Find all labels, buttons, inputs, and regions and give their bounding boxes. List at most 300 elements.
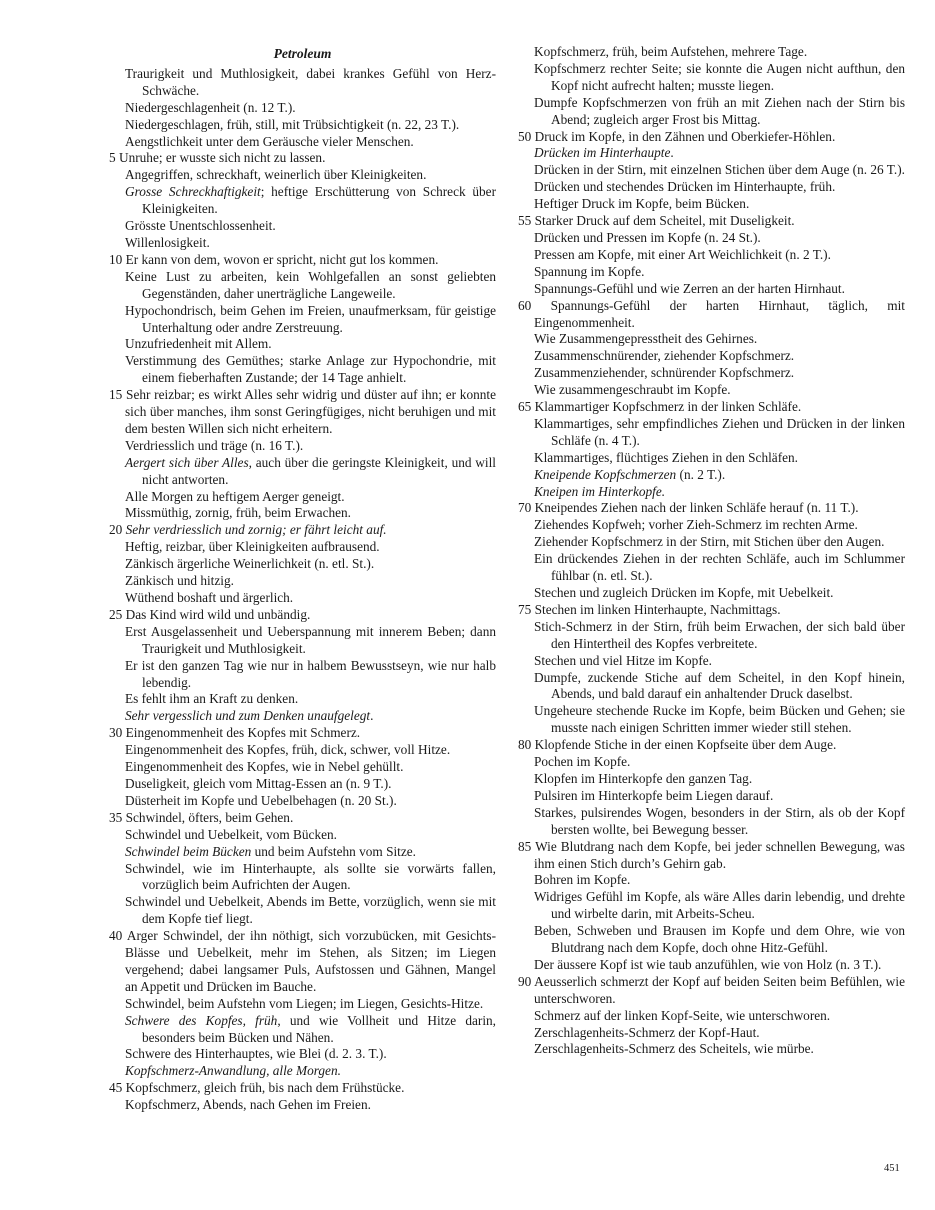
plain-text: Schwindel und Uebelkeit, vom Bücken.	[125, 826, 337, 842]
symptom-text	[518, 247, 905, 264]
plain-text: Schwindel und Uebelkeit, Abends im Bette, vorzüglich, wenn sie mit dem Kopfe tief liegt.	[125, 894, 496, 927]
plain-text: Unzufriedenheit mit Allem.	[125, 336, 272, 352]
italic-text: Schwere des Kopfes, früh	[125, 1012, 278, 1028]
symptom-entry	[518, 281, 905, 298]
symptom-entry	[109, 522, 496, 539]
symptom-text	[109, 505, 496, 522]
plain-text: Klammartiger Kopfschmerz in der linken Schläfe.	[534, 399, 802, 415]
line-number: 90	[518, 973, 535, 989]
symptom-text	[109, 827, 496, 844]
symptom-entry	[518, 500, 905, 517]
symptom-entry	[518, 889, 905, 923]
line-number: 45	[109, 1080, 126, 1096]
plain-text: Zänkisch und hitzig.	[125, 573, 234, 589]
symptom-entry	[518, 264, 905, 281]
symptom-entry	[109, 387, 496, 438]
symptom-entry	[109, 844, 496, 861]
symptom-entry	[518, 517, 905, 534]
symptom-entry	[109, 607, 496, 624]
symptom-text	[518, 839, 905, 873]
symptom-text	[518, 1025, 905, 1042]
symptom-entry	[109, 336, 496, 353]
symptom-entry	[109, 117, 496, 134]
plain-text: Ziehendes Kopfweh; vorher Zieh-Schmerz im rechten Arme.	[534, 517, 858, 533]
plain-text: Düsterheit im Kopfe und Uebelbehagen (n. 20 St.).	[125, 792, 397, 808]
symptom-entry	[518, 653, 905, 670]
symptom-entry	[109, 1097, 496, 1114]
symptom-text	[109, 573, 496, 590]
symptom-text	[109, 624, 496, 658]
symptom-text	[518, 365, 905, 382]
plain-text: Unruhe; er wusste sich nicht zu lassen.	[118, 150, 326, 166]
plain-text: Klammartiges, flüchtiges Ziehen in den Schläfen.	[534, 449, 799, 465]
symptom-entry	[109, 776, 496, 793]
plain-text: .	[370, 708, 374, 724]
symptom-entry	[109, 303, 496, 337]
symptom-entry	[518, 484, 905, 501]
plain-text: Ziehender Kopfschmerz in der Stirn, mit Stichen über den Augen.	[534, 534, 885, 550]
symptom-text	[518, 230, 905, 247]
italic-text: Kneipen im Hinterkopfe.	[534, 483, 666, 499]
symptom-entry	[518, 145, 905, 162]
symptom-entry	[518, 162, 905, 179]
symptom-text	[518, 1041, 905, 1058]
symptom-text	[109, 996, 496, 1013]
symptom-entry	[109, 455, 496, 489]
symptom-entry	[109, 573, 496, 590]
plain-text: Schwere des Hinterhauptes, wie Blei (d. 2. 3. T.).	[125, 1046, 387, 1062]
plain-text: Grösste Unentschlossenheit.	[125, 218, 276, 234]
symptom-entry	[109, 438, 496, 455]
symptom-entry	[109, 269, 496, 303]
plain-text: Spannung im Kopfe.	[534, 263, 645, 279]
plain-text: Niedergeschlagenheit (n. 12 T.).	[125, 99, 296, 115]
symptom-text	[109, 387, 496, 438]
symptom-text	[109, 235, 496, 252]
plain-text: Stechen und viel Hitze im Kopfe.	[534, 652, 712, 668]
plain-text: und beim Aufstehn vom Sitze.	[251, 843, 416, 859]
symptom-entry	[518, 230, 905, 247]
plain-text: Wie Blutdrang nach dem Kopfe, bei jeder schnellen Bewegung, was ihm einen Stich durch’s Gehirn gab.	[534, 838, 905, 871]
symptom-text	[518, 467, 905, 484]
symptom-text	[518, 196, 905, 213]
symptom-text	[109, 218, 496, 235]
symptom-entry	[518, 179, 905, 196]
symptom-entry	[109, 218, 496, 235]
symptom-text	[109, 810, 496, 827]
symptom-entry	[109, 996, 496, 1013]
plain-text: , und wie Vollheit und Hitze darin, besonders beim Bücken und Nähen.	[142, 1012, 496, 1045]
symptom-text	[109, 438, 496, 455]
italic-text: Grosse Schreckhaftigkeit	[125, 184, 261, 200]
symptom-entry	[518, 348, 905, 365]
symptom-entry	[518, 957, 905, 974]
symptom-entry	[518, 95, 905, 129]
symptom-entry	[109, 150, 496, 167]
plain-text: Klammartiges, sehr empfindliches Ziehen und Drücken in der linken Schläfe (n. 4 T.).	[534, 415, 905, 448]
symptom-text	[109, 1080, 496, 1097]
plain-text: Verstimmung des Gemüthes; starke Anlage zur Hypochondrie, mit einem fieberhaften Zustande; der 14 Tage anhielt.	[125, 353, 496, 386]
symptom-entry	[518, 1008, 905, 1025]
plain-text: Ein drückendes Ziehen in der rechten Schläfe, auch im Schlummer fühlbar (n. etl. St.).	[534, 551, 905, 584]
plain-text: Zusammenschnürender, ziehender Kopfschmerz.	[534, 348, 795, 364]
symptom-text	[109, 725, 496, 742]
plain-text: Druck im Kopfe, in den Zähnen und Oberkiefer-Höhlen.	[534, 128, 836, 144]
symptom-entry	[109, 759, 496, 776]
plain-text: Kopfschmerz, früh, beim Aufstehen, mehrere Tage.	[534, 44, 808, 59]
italic-text: Drücken im Hinterhaupte	[534, 145, 671, 161]
line-number: 85	[518, 838, 536, 854]
italic-text: Kopfschmerz-Anwandlung, alle Morgen.	[125, 1063, 341, 1079]
line-number: 80	[518, 737, 535, 753]
symptom-entry	[518, 382, 905, 399]
plain-text: , auch über die geringste Kleinigkeit, und will nicht antworten.	[142, 454, 496, 487]
symptom-entry	[109, 1063, 496, 1080]
symptom-entry	[518, 771, 905, 788]
symptom-text	[109, 844, 496, 861]
symptom-text	[109, 1063, 496, 1080]
symptom-entry	[109, 742, 496, 759]
plain-text: Drücken in der Stirn, mit einzelnen Stichen über dem Auge (n. 26 T.).	[534, 162, 905, 178]
plain-text: Angegriffen, schreckhaft, weinerlich über Kleinigkeiten.	[125, 167, 427, 183]
symptom-entry	[518, 534, 905, 551]
plain-text: Zerschlagenheits-Schmerz des Scheitels, wie mürbe.	[534, 1041, 814, 1057]
symptom-text	[518, 703, 905, 737]
plain-text: (n. 2 T.).	[676, 466, 726, 482]
plain-text: Das Kind wird wild und unbändig.	[125, 606, 311, 622]
plain-text: Dumpfe, zuckende Stiche auf dem Scheitel, in den Kopf hinein, Abends, und bald darauf ein anhaltender Druck daselbst.	[534, 669, 905, 702]
plain-text: Heftiger Druck im Kopfe, beim Bücken.	[534, 196, 750, 212]
symptom-text	[109, 1046, 496, 1063]
plain-text: Erst Ausgelassenheit und Ueberspannung mit innerem Beben; dann Traurigkeit und Muthlosigkeit.	[125, 623, 496, 656]
symptom-text	[518, 602, 905, 619]
symptom-entry	[518, 619, 905, 653]
plain-text: Aeusserlich schmerzt der Kopf auf beiden Seiten beim Befühlen, wie unterschworen.	[534, 973, 905, 1006]
symptom-text	[109, 269, 496, 303]
plain-text: Kopfschmerz rechter Seite; sie konnte die Augen nicht aufthun, den Kopf nicht aufrecht halten; musste liegen.	[534, 60, 905, 93]
symptom-entry	[109, 235, 496, 252]
symptom-text	[518, 179, 905, 196]
plain-text: Traurigkeit und Muthlosigkeit, dabei krankes Gefühl von Herz-Schwäche.	[125, 65, 496, 98]
symptom-entry	[518, 737, 905, 754]
symptom-entry	[518, 839, 905, 873]
symptom-text	[518, 788, 905, 805]
plain-text: Bohren im Kopfe.	[534, 872, 631, 888]
symptom-text	[518, 331, 905, 348]
plain-text: Zerschlagenheits-Schmerz der Kopf-Haut.	[534, 1024, 760, 1040]
plain-text: Es fehlt ihm an Kraft zu denken.	[125, 691, 299, 707]
symptom-text	[518, 737, 905, 754]
plain-text: Widriges Gefühl im Kopfe, als wäre Alles darin lebendig, und drehte und wirbelte darin, mit Arbeits-Scheu.	[534, 889, 905, 922]
symptom-entry	[518, 399, 905, 416]
plain-text: Zusammenziehender, schnürender Kopfschmerz.	[534, 365, 795, 381]
symptom-entry	[109, 184, 496, 218]
plain-text: Wie zusammengeschraubt im Kopfe.	[534, 382, 731, 398]
symptom-text	[109, 353, 496, 387]
plain-text: Schwindel, beim Aufstehn vom Liegen; im Liegen, Gesichts-Hitze.	[125, 995, 484, 1011]
line-number: 55	[518, 213, 535, 229]
symptom-entry	[518, 1025, 905, 1042]
symptom-text	[518, 129, 905, 146]
symptom-text	[518, 450, 905, 467]
symptom-text	[518, 213, 905, 230]
symptom-text	[109, 150, 496, 167]
symptom-entry	[518, 703, 905, 737]
symptom-entry	[109, 894, 496, 928]
symptom-entry	[109, 489, 496, 506]
plain-text: Kopfschmerz, Abends, nach Gehen im Freien.	[125, 1097, 371, 1113]
symptom-text	[109, 556, 496, 573]
symptom-text	[518, 264, 905, 281]
plain-text: Drücken und Pressen im Kopfe (n. 24 St.).	[534, 229, 761, 245]
running-title: Petroleum	[273, 46, 332, 61]
symptom-text	[518, 551, 905, 585]
plain-text: Dumpfe Kopfschmerzen von früh an mit Ziehen nach der Stirn bis Abend; zugleich arger Frost bis Mittag.	[534, 94, 905, 127]
symptom-entry	[518, 670, 905, 704]
symptom-text	[109, 658, 496, 692]
symptom-text	[109, 793, 496, 810]
symptom-text	[109, 759, 496, 776]
plain-text: Sehr reizbar; es wirkt Alles sehr widrig und düster auf ihn; er konnte sich über manches, ihm sonst Geringfügiges, nicht beruhigen und mit dem besten Willen sich nicht erheitern.	[125, 387, 496, 436]
symptom-text	[518, 484, 905, 501]
symptom-text	[109, 167, 496, 184]
symptom-text	[109, 607, 496, 624]
symptom-entry	[518, 872, 905, 889]
symptom-text	[109, 861, 496, 895]
plain-text: Arger Schwindel, der ihn nöthigt, sich vorzubücken, mit Gesichts-Blässe und Uebelkeit, mehr im Stehen, als Sitzen; im Liegen vergehend; dabei langsamer Puls, Aufstossen und Gähnen, Mangel an Appetit und Drücken im Bauche.	[125, 928, 496, 994]
plain-text: Klopfende Stiche in der einen Kopfseite über dem Auge.	[534, 737, 837, 753]
symptom-text	[518, 670, 905, 704]
plain-text: .	[670, 145, 674, 161]
symptom-entry	[518, 602, 905, 619]
symptom-text	[518, 653, 905, 670]
plain-text: Stechen und zugleich Drücken im Kopfe, mit Uebelkeit.	[534, 585, 834, 600]
line-number: 70	[518, 500, 535, 516]
symptom-entry	[109, 556, 496, 573]
symptom-entry	[109, 1080, 496, 1097]
plain-text: Hypochondrisch, beim Gehen im Freien, unaufmerksam, für geistige Unterhaltung oder andre Zerstreuung.	[125, 302, 496, 335]
plain-text: Missmüthig, zornig, früh, beim Erwachen.	[125, 505, 352, 521]
symptom-entry	[109, 353, 496, 387]
plain-text: Willenlosigkeit.	[125, 234, 210, 250]
line-number: 25	[109, 606, 126, 622]
symptom-text	[518, 95, 905, 129]
symptom-entry	[109, 827, 496, 844]
symptom-text	[109, 1097, 496, 1114]
plain-text: Wüthend boshaft und ärgerlich.	[125, 590, 294, 605]
plain-text: Stechen im linken Hinterhaupte, Nachmittags.	[534, 601, 781, 617]
line-number: 15	[109, 387, 127, 403]
plain-text: Pressen am Kopfe, mit einer Art Weichlichkeit (n. 2 T.).	[534, 246, 831, 262]
plain-text: Wie Zusammengepresstheit des Gehirnes.	[534, 331, 758, 347]
line-number: 60	[518, 297, 551, 313]
symptom-entry	[109, 66, 496, 100]
plain-text: Drücken und stechendes Drücken im Hinterhaupte, früh.	[534, 179, 836, 195]
symptom-text	[518, 399, 905, 416]
symptom-entry	[109, 624, 496, 658]
plain-text: Heftig, reizbar, über Kleinigkeiten aufbrausend.	[125, 539, 380, 555]
symptom-entry	[518, 1041, 905, 1058]
symptom-entry	[109, 134, 496, 151]
line-number: 35	[109, 809, 126, 825]
symptom-text	[109, 66, 496, 100]
plain-text: Eingenommenheit des Kopfes, wie in Nebel gehüllt.	[125, 759, 404, 775]
symptom-text	[109, 742, 496, 759]
symptom-entry	[109, 539, 496, 556]
symptom-entry	[518, 44, 905, 61]
plain-text: Verdriesslich und träge (n. 16 T.).	[125, 437, 304, 453]
plain-text: Schmerz auf der linken Kopf-Seite, wie unterschworen.	[534, 1007, 831, 1023]
plain-text: Duseligkeit, gleich vom Mittag-Essen an (n. 9 T.).	[125, 775, 392, 791]
plain-text: Kneipendes Ziehen nach der linken Schläfe herauf (n. 11 T.).	[534, 500, 859, 516]
symptom-text	[109, 184, 496, 218]
symptom-entry	[109, 100, 496, 117]
plain-text: Keine Lust zu arbeiten, kein Wohlgefallen an sonst geliebten Gegenständen, daher unerträgliche Langeweile.	[125, 268, 496, 301]
symptom-entry	[109, 793, 496, 810]
plain-text: Beben, Schweben und Brausen im Kopfe und dem Ohre, wie von Blutdrang nach dem Kopfe, doch ohne Hitz-Gefühl.	[534, 923, 905, 956]
line-number: 50	[518, 128, 535, 144]
plain-text: Er ist den ganzen Tag wie nur in halbem Bewusstseyn, wie nur halb lebendig.	[125, 657, 496, 690]
symptom-entry	[109, 590, 496, 607]
plain-text: Stich-Schmerz in der Stirn, früh beim Erwachen, der sich bald über den Hintertheil des Kopfes verbreitete.	[534, 618, 905, 651]
italic-text: Kneipende Kopfschmerzen	[534, 466, 677, 482]
symptom-entry	[518, 416, 905, 450]
symptom-entry	[518, 788, 905, 805]
symptom-text	[518, 44, 905, 61]
plain-text: Starker Druck auf dem Scheitel, mit Duseligkeit.	[534, 213, 795, 229]
plain-text: Zänkisch ärgerliche Weinerlichkeit (n. etl. St.).	[125, 556, 375, 572]
line-number: 20	[109, 522, 126, 538]
symptom-entry	[109, 252, 496, 269]
symptom-text	[109, 100, 496, 117]
symptom-text	[518, 957, 905, 974]
symptom-text	[518, 585, 905, 602]
plain-text: Spannungs-Gefühl und wie Zerren an der harten Hirnhaut.	[534, 280, 845, 296]
symptom-text	[109, 134, 496, 151]
page-number: 451	[884, 1163, 900, 1174]
symptom-text	[109, 336, 496, 353]
symptom-text	[109, 691, 496, 708]
symptom-entry	[518, 450, 905, 467]
symptom-entry	[518, 923, 905, 957]
symptom-entry	[109, 708, 496, 725]
plain-text: Klopfen im Hinterkopfe den ganzen Tag.	[534, 770, 753, 786]
line-number: 75	[518, 601, 535, 617]
symptom-entry	[518, 467, 905, 484]
symptom-entry	[518, 61, 905, 95]
symptom-entry	[518, 247, 905, 264]
italic-text: Schwindel beim Bücken	[125, 843, 252, 859]
plain-text: Pulsiren im Hinterkopfe beim Liegen darauf.	[534, 787, 774, 803]
symptom-text	[109, 894, 496, 928]
symptom-text	[518, 517, 905, 534]
symptom-text	[109, 303, 496, 337]
line-number: 40	[109, 928, 127, 944]
symptom-text	[518, 923, 905, 957]
plain-text: Alle Morgen zu heftigem Aerger geneigt.	[125, 488, 345, 504]
symptom-text	[518, 1008, 905, 1025]
symptom-text	[109, 117, 496, 134]
symptom-text	[518, 348, 905, 365]
right-entries	[518, 44, 905, 1058]
symptom-entry	[109, 725, 496, 742]
plain-text: Spannungs-Gefühl der harten Hirnhaut, täglich, mit Eingenommenheit.	[534, 297, 905, 330]
symptom-entry	[109, 861, 496, 895]
italic-text: Aergert sich über Alles	[125, 454, 249, 470]
symptom-entry	[518, 365, 905, 382]
symptom-entry	[518, 974, 905, 1008]
symptom-text	[518, 872, 905, 889]
symptom-text	[109, 928, 496, 996]
symptom-text	[109, 455, 496, 489]
symptom-entry	[518, 805, 905, 839]
line-number: 10	[109, 251, 126, 267]
symptom-text	[518, 619, 905, 653]
symptom-text	[518, 534, 905, 551]
left-entries	[109, 66, 496, 1114]
symptom-entry	[518, 585, 905, 602]
symptom-text	[518, 889, 905, 923]
symptom-text	[518, 771, 905, 788]
plain-text: Ungeheure stechende Rucke im Kopfe, beim Bücken und Gehen; sie musste nach einigen Schritten immer wieder still stehen.	[534, 703, 905, 736]
symptom-entry	[518, 754, 905, 771]
plain-text: Niedergeschlagen, früh, still, mit Trübsichtigkeit (n. 22, 23 T.).	[125, 116, 460, 132]
plain-text: Starkes, pulsirendes Wogen, besonders in der Stirn, als ob der Kopf bersten wollte, bei Bewegung besser.	[534, 804, 905, 837]
symptom-entry	[109, 1046, 496, 1063]
symptom-entry	[518, 331, 905, 348]
line-number: 5	[109, 150, 119, 166]
plain-text: Kopfschmerz, gleich früh, bis nach dem Frühstücke.	[125, 1080, 405, 1096]
symptom-text	[518, 61, 905, 95]
symptom-entry	[109, 505, 496, 522]
plain-text: Aengstlichkeit unter dem Geräusche vieler Menschen.	[125, 133, 414, 149]
symptom-entry	[518, 196, 905, 213]
symptom-text	[109, 1013, 496, 1047]
symptom-text	[518, 974, 905, 1008]
symptom-entry	[109, 691, 496, 708]
plain-text: Der äussere Kopf ist wie taub anzufühlen, wie von Holz (n. 3 T.).	[534, 956, 882, 972]
plain-text: Eingenommenheit des Kopfes mit Schmerz.	[125, 725, 361, 741]
symptom-text	[109, 522, 496, 539]
line-number: 30	[109, 725, 126, 741]
symptom-entry	[109, 658, 496, 692]
symptom-entry	[109, 810, 496, 827]
symptom-text	[518, 805, 905, 839]
symptom-text	[518, 145, 905, 162]
symptom-entry	[518, 551, 905, 585]
line-number: 65	[518, 399, 535, 415]
symptom-text	[518, 500, 905, 517]
plain-text: Schwindel, wie im Hinterhaupte, als sollte sie vorwärts fallen, vorzüglich beim Aufrichten der Augen.	[125, 860, 496, 893]
plain-text: Pochen im Kopfe.	[534, 754, 631, 770]
left-column	[109, 44, 496, 1114]
symptom-text	[109, 252, 496, 269]
symptom-text	[109, 539, 496, 556]
symptom-text	[518, 416, 905, 450]
symptom-entry	[109, 1013, 496, 1047]
symptom-entry	[109, 928, 496, 996]
symptom-entry	[518, 129, 905, 146]
symptom-text	[518, 162, 905, 179]
symptom-text	[518, 298, 905, 332]
italic-text: Sehr verdriesslich und zornig; er fährt leicht auf.	[125, 522, 387, 538]
symptom-entry	[518, 213, 905, 230]
symptom-text	[109, 708, 496, 725]
symptom-entry	[109, 167, 496, 184]
plain-text: Eingenommenheit des Kopfes, früh, dick, schwer, voll Hitze.	[125, 742, 451, 758]
plain-text: ; heftige Erschütterung von Schreck über Kleinigkeiten.	[142, 184, 496, 217]
symptom-text	[109, 489, 496, 506]
